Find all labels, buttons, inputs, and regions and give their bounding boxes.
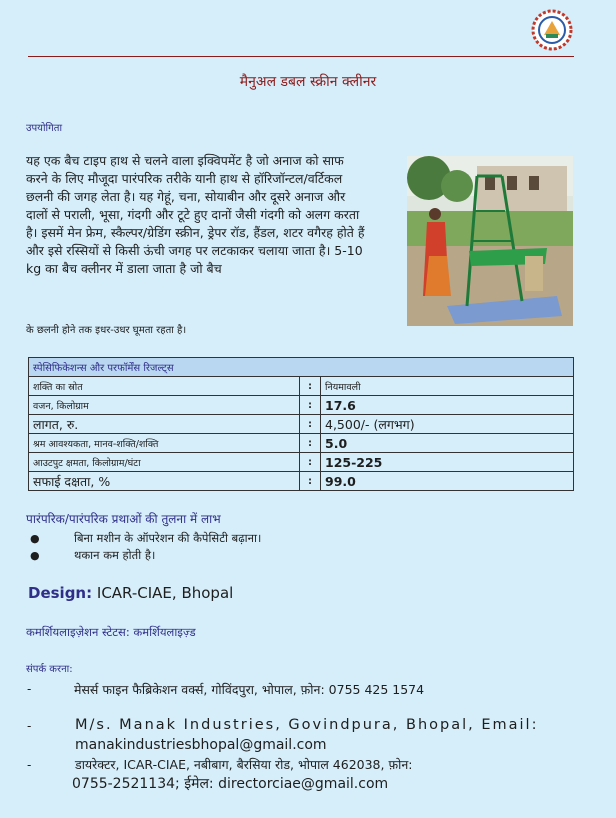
design-credit xyxy=(28,584,233,602)
spec-value: 99.0 xyxy=(321,472,574,491)
table-row xyxy=(29,415,574,434)
contact-item: M/s. Manak Industries, Govindpura, Bhopal, Email: xyxy=(75,717,539,733)
spec-label: लागत, रु. xyxy=(29,415,300,434)
list-dash: - xyxy=(27,758,32,772)
contact-email[interactable]: manakindustriesbhopal@gmail.com xyxy=(75,737,327,753)
spec-separator: : xyxy=(300,415,321,434)
spec-label: वजन, किलोग्राम xyxy=(29,396,300,415)
specifications-table xyxy=(28,357,574,491)
design-label: Design: xyxy=(28,584,93,602)
spec-value: 4,500/- (लगभग) xyxy=(321,415,574,434)
utility-description: यह एक बैच टाइप हाथ से चलने वाला इक्विपमेंट है जो अनाज को साफ करने के लिए मौजूदा पारंपरिक तरीके यानी हाथ से हॉरिजॉन्टल/वर्टिकल छलनी की जगह लेता है। यह गेहूं, चना, सोयाबीन और दूसरे अनाज और दालों से पराली, भूसा, गंदगी और टूटे हुए दानों जैसी गंदगी को अलग करता है। इसमें मेन फ्रेम, स्कैल्पर/ग्रेडिंग स्क्रीन, ड्रेपर रॉड, हैंडल, शटर वगैरह होते हैं और इसे रस्सियों से किसी ऊंची जगह पर लटकाकर चलाया जाता है। 5-10 kg का बैच क्लीनर में डाला जाता है जो बैच xyxy=(26,153,365,276)
commercialization-status: कमर्शियलाइज़ेशन स्टेटस: कमर्शियलाइज़्ड xyxy=(26,625,196,639)
page-title: मैनुअल डबल स्क्रीन क्लीनर xyxy=(239,74,377,90)
spec-separator: : xyxy=(300,453,321,472)
spec-value: 17.6 xyxy=(321,396,574,415)
spec-separator: : xyxy=(300,434,321,453)
contact-item: मेसर्स फाइन फैब्रिकेशन वर्क्स, गोविंदपुरा, भोपाल, फ़ोन: 0755 425 1574 xyxy=(74,682,425,697)
list-dash: - xyxy=(27,682,32,696)
spec-label: आउटपुट क्षमता, किलोग्राम/घंटा xyxy=(29,453,300,472)
specifications-heading: स्पेसिफिकेशन्स और परफॉर्मेंस रिजल्ट्स xyxy=(29,358,574,377)
contact-item: 0755-2521134; ईमेल: directorciae@gmail.com xyxy=(72,776,389,792)
spec-value: 125-225 xyxy=(321,453,574,472)
table-row xyxy=(29,472,574,491)
icar-ciae-emblem-icon xyxy=(530,8,574,52)
list-dash: - xyxy=(27,719,32,733)
spec-separator: : xyxy=(300,472,321,491)
spec-value: नियमावली xyxy=(321,377,574,396)
utility-description-tail: के छलनी होने तक इधर-उधर घूमता रहता है। xyxy=(26,325,187,336)
table-row xyxy=(29,377,574,396)
benefits-heading: पारंपरिक/पारंपरिक प्रथाओं की तुलना में लाभ xyxy=(26,512,221,526)
contact-item: डायरेक्टर, ICAR-CIAE, नबीबाग, बैरसिया रोड, भोपाल 462038, फ़ोन: xyxy=(75,757,413,772)
icar-ciae-logo xyxy=(530,8,574,52)
contact-heading: संपर्क करना: xyxy=(26,664,73,675)
spec-label: शक्ति का स्रोत xyxy=(29,377,300,396)
spec-label: श्रम आवश्यकता, मानव-शक्ति/शक्ति xyxy=(29,434,300,453)
header-rule xyxy=(28,56,574,57)
utility-heading: उपयोगिता xyxy=(26,123,63,134)
design-value: ICAR-CIAE, Bhopal xyxy=(96,584,234,602)
bullet-icon: ● xyxy=(30,549,40,562)
benefit-item: बिना मशीन के ऑपरेशन की कैपेसिटी बढ़ाना। xyxy=(74,531,262,545)
spec-value: 5.0 xyxy=(321,434,574,453)
bullet-icon: ● xyxy=(30,532,40,545)
spec-label: सफाई दक्षता, % xyxy=(29,472,300,491)
benefit-item: थकान कम होती है। xyxy=(74,548,156,562)
spec-separator: : xyxy=(300,396,321,415)
table-row xyxy=(29,453,574,472)
table-row xyxy=(29,434,574,453)
product-photo xyxy=(407,156,573,326)
table-row xyxy=(29,396,574,415)
spec-separator: : xyxy=(300,377,321,396)
